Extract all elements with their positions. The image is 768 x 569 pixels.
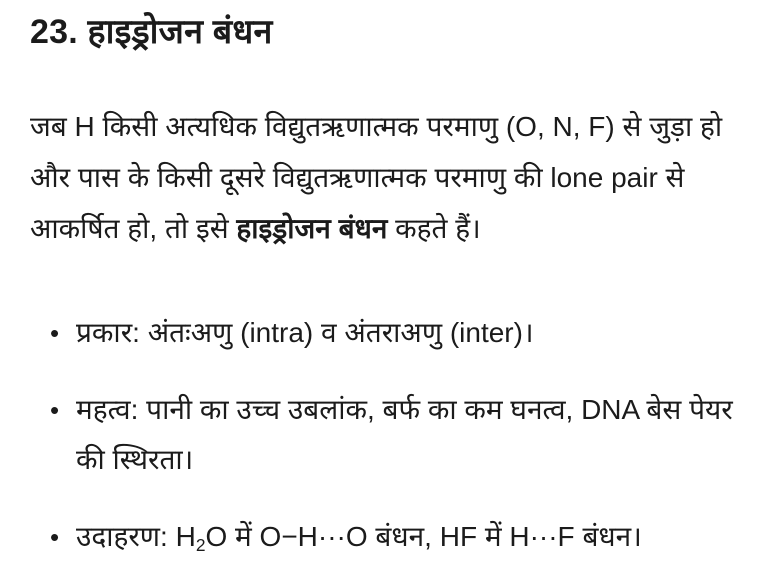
bullet-icon: • xyxy=(50,522,60,552)
list-item-types xyxy=(50,308,742,358)
list-item-importance xyxy=(50,385,742,485)
bullet-text-importance: महत्व: पानी का उच्च उबलांक, बर्फ का कम घनत्व, DNA बेस पेयर की स्थिरता। xyxy=(76,394,733,475)
example-text-start: उदाहरण: H xyxy=(76,521,196,552)
page-title: 23. हाइड्रोजन बंधन xyxy=(30,13,273,51)
list-item-example xyxy=(50,512,742,562)
bullet-icon: • xyxy=(50,318,60,348)
intro-paragraph xyxy=(30,101,742,254)
bullet-icon: • xyxy=(50,395,60,425)
paragraph-text-start: जब H किसी अत्यधिक विद्युतऋणात्मक परमाणु (O, N, F) से जुड़ा हो और पास के किसी दूसरे विद्युतऋणात्मक परमाणु की lone pair से आकर्षित हो, तो इसे xyxy=(30,111,723,244)
example-text-end: O में O−H···O बंधन, HF में H···F बंधन। xyxy=(205,521,642,552)
chemical-subscript: 2 xyxy=(195,534,206,555)
paragraph-text-end: कहते हैं। xyxy=(387,213,481,244)
bold-key-term: हाइड्रोजन बंधन xyxy=(236,213,388,244)
bullet-text-types: प्रकार: अंतःअणु (intra) व अंतराअणु (inter)। xyxy=(76,317,534,348)
bullet-list xyxy=(30,308,742,562)
bullet-text-example xyxy=(76,521,642,555)
